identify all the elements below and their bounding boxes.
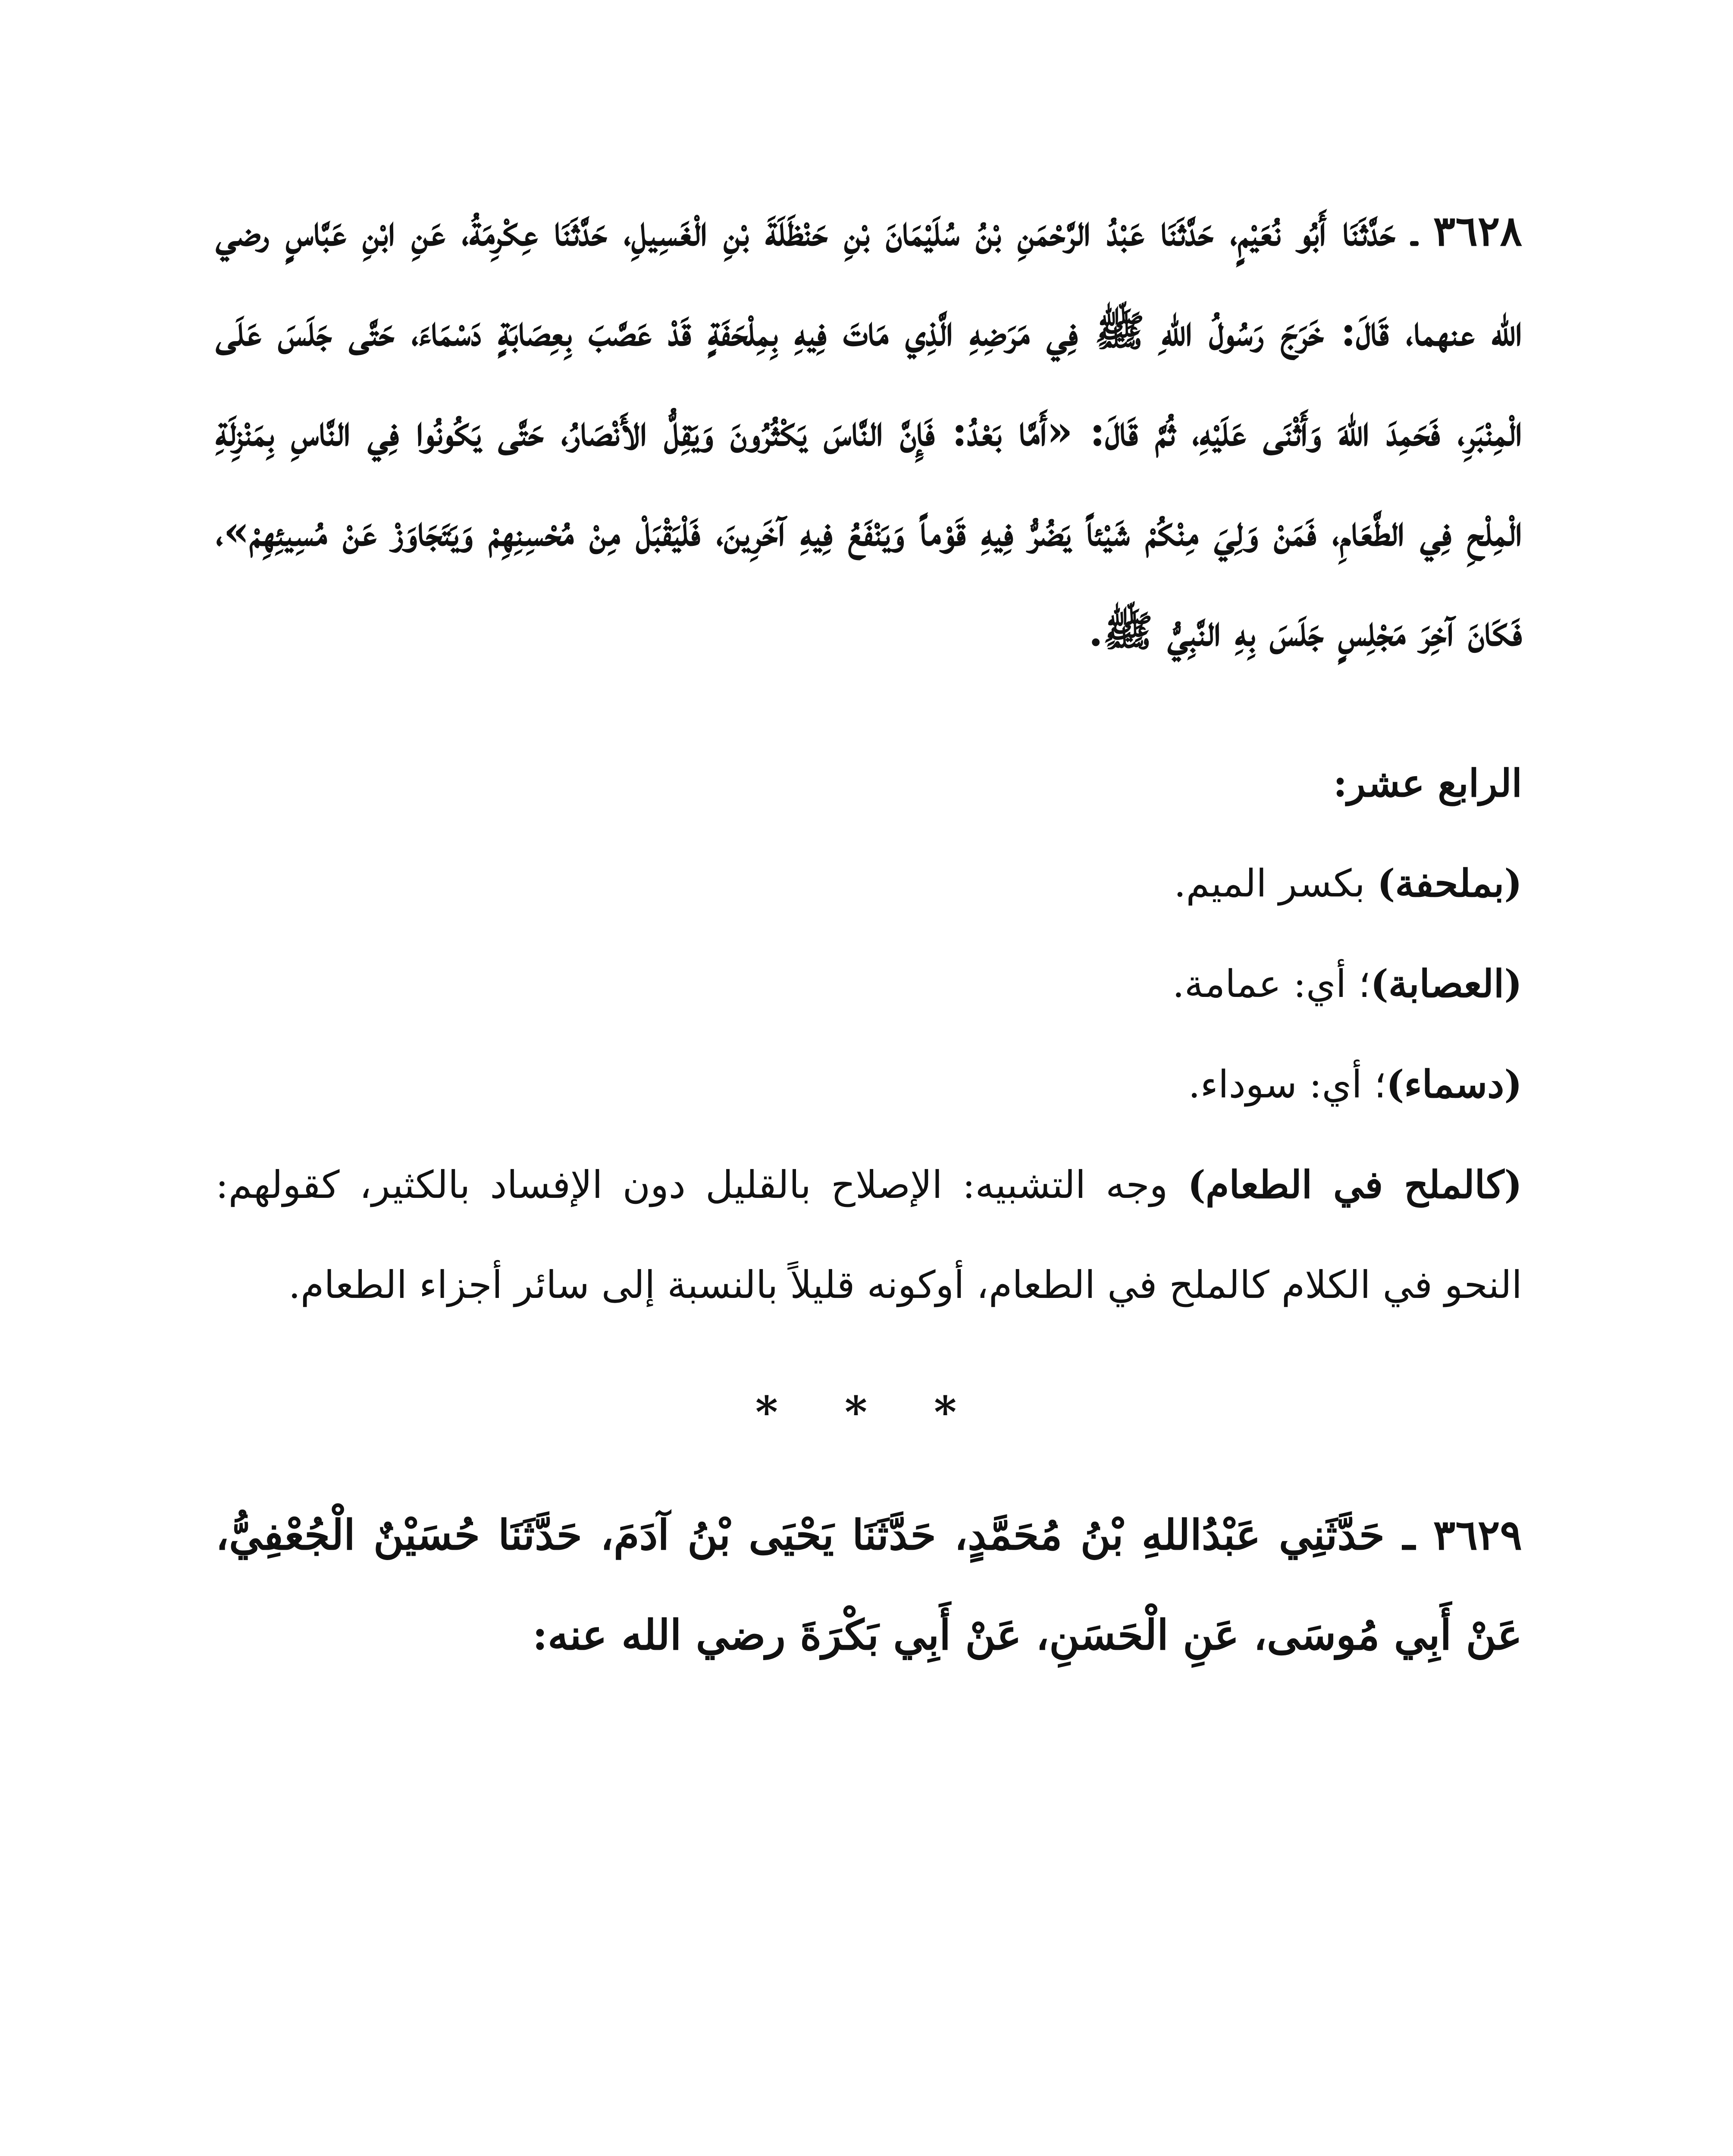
hadith-dash: ـ [1395,207,1433,255]
note-term: (العصابة) [1370,961,1522,1006]
note-term: (بملحفة) [1377,861,1522,906]
hadith-3629 [216,1485,1522,1685]
note-text: بكسر الميم. [1174,861,1377,906]
commentary-note [216,833,1522,934]
note-term: (دسماء) [1386,1062,1522,1106]
note-text: وجه التشبيه: الإصلاح بالقليل دون الإفساد بالكثير، كقولهم: النحو في الكلام كالملح في الطعام، أوكونه قليلاً بالنسبة إلى سائر أجزاء الطعام. [216,1163,1522,1307]
commentary-note [216,1034,1522,1134]
hadith-number: ٣٦٢٩ [1433,1510,1523,1559]
hadith-3628 [216,181,1522,681]
hadith-number: ٣٦٢٨ [1433,207,1523,255]
commentary-note [216,1134,1522,1335]
commentary-note [216,934,1522,1034]
commentary-section [216,733,1522,1335]
hadith-text: حَدَّثَنِي عَبْدُاللهِ بْنُ مُحَمَّدٍ، حَدَّثَنَا يَحْيَى بْنُ آدَمَ، حَدَّثَنَا حُسَيْنٌ الْجُعْفِيُّ، عَنْ أَبِي مُوسَى، عَنِ الْحَسَنِ، عَنْ أَبِي بَكْرَةَ رضي الله عنه: [216,1510,1522,1659]
note-term: (كالملح في الطعام) [1188,1162,1522,1207]
note-text: ؛ أي: سوداء. [1188,1062,1386,1106]
page-body [216,181,1522,2156]
hadith-text: حَدَّثَنَا أَبُو نُعَيْمٍ، حَدَّثَنَا عَبْدُ الرَّحْمَنِ بْنُ سُلَيْمَانَ بْنِ حَنْظَلَةَ بْنِ الْغَسِيلِ، حَدَّثَنَا عِكْرِمَةُ، عَنِ ابْنِ عَبَّاسٍ رضي الله عنهما، قَالَ: خَرَجَ رَسُولُ اللهِ ﷺ فِي مَرَضِهِ الَّذِي مَاتَ فِيهِ بِمِلْحَفَةٍ قَدْ عَصَّبَ بِعِصَابَةٍ دَسْمَاءَ، حَتَّى جَلَسَ عَلَى الْمِنْبَرِ، فَحَمِدَ اللهَ وَأَثْنَى عَلَيْهِ، ثُمَّ قَالَ: «أَمَّا بَعْدُ: فَإِنَّ النَّاسَ يَكْثُرُونَ وَيَقِلُّ الأَنْصَارُ، حَتَّى يَكُونُوا فِي النَّاسِ بِمَنْزِلَةِ الْمِلْحِ فِي الطَّعَامِ، فَمَنْ وَلِيَ مِنْكُمْ شَيْئاً يَضُرُّ فِيهِ قَوْماً وَيَنْفَعُ فِيهِ آخَرِينَ، فَلْيَقْبَلْ مِنْ مُحْسِنِهِمْ وَيَتَجَاوَزْ عَنْ مُسِيئِهِمْ»، فَكَانَ آخِرَ مَجْلِسٍ جَلَسَ بِهِ النَّبِيُّ ﷺ. [216,207,1523,655]
note-text: ؛ أي: عمامة. [1172,962,1371,1006]
section-separator: * * * [755,1387,983,1438]
commentary-heading: الرابع عشر: [1333,761,1522,805]
hadith-dash: ـ [1385,1510,1433,1559]
